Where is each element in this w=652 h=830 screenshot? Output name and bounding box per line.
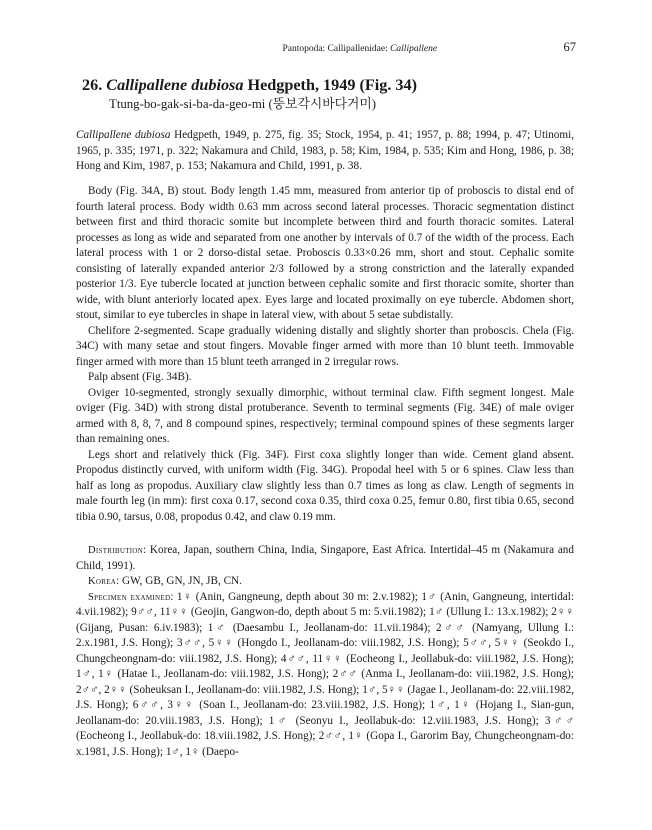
korea-label: Korea	[88, 576, 117, 587]
synonymy-references: Hedgpeth, 1949, p. 275, fig. 35; Stock, 1954, p. 41; 1957, p. 88; 1994, p. 47; Utinomi, 1965, p. 335; 1971, p. 322; Nakamura and Child, 1983, p. 58; Kim, 1984, p. 535; Kim and Hong, 1986, p. 38; Hong and Kim, 1987, p. 153; Nakamura and Child, 1991, p. 38.	[76, 129, 574, 172]
page-number: 67	[563, 40, 576, 54]
distribution-section	[76, 543, 574, 760]
species-number: 26.	[82, 76, 103, 94]
vernacular-name: Ttung-bo-gak-si-ba-da-geo-mi (뚱보각시바다거미)	[109, 97, 376, 111]
running-title	[76, 44, 564, 54]
chelifore-paragraph: Chelifore 2-segmented. Scape gradually widening distally and slightly shorter than proboscis. Chela (Fig. 34C) with many setae and stout fingers. Movable finger armed with more than 10 blunt teeth. Immovable finger armed with more than 15 blunt teeth arranged in 2 irregular rows.	[76, 324, 574, 368]
running-header	[76, 40, 576, 55]
palp-paragraph: Palp absent (Fig. 34B).	[88, 371, 192, 383]
oviger-paragraph: Oviger 10-segmented, strongly sexually dimorphic, without terminal claw. Fifth segment longest. Male oviger (Fig. 34D) with strong distal protuberance. Seventh to terminal segments (Fig. 34E) of male oviger armed with 8, 8, 7, and 8 compound spines, respectively; terminal compound spines of these segments larger than remaining ones.	[76, 386, 574, 445]
synonymy-species-name: Callipallene dubiosa	[76, 129, 171, 141]
distribution-label: Distribution	[88, 545, 144, 556]
distribution-text: : Korea, Japan, southern China, India, Singapore, East Africa. Intertidal–45 m (Nakamura and Child, 1991).	[76, 544, 574, 572]
species-title	[82, 75, 572, 95]
specimens-label: Specimen examined	[88, 591, 171, 603]
korea-paragraph	[76, 574, 574, 590]
running-title-genus: Callipallene	[390, 44, 438, 54]
distribution-paragraph	[76, 543, 574, 574]
synonymy-paragraph	[76, 128, 574, 175]
specimens-text: : 1♀ (Anin, Gangneung, depth about 30 m: 2.v.1982); 1♂ (Anin, Gangneung, intertidal: 4.vii.1982); 9♂♂, 11♀♀ (Geojin, Gangwon-do, depth about 5 m: 5.vii.1982); 1♂ (Ullung I.: 13.x.1982); 2♀♀ (Gijang, Pusan: 6.iv.1983); 1♂ (Daesambu I., Jeollanam-do: 11.vii.1984); 2♂♂ (Namyang, Ullung I.: 2.x.1981, J.S. Hong); 3♂♂, 5♀♀ (Hongdo I., Jeollanam-do: viii.1982, J.S. Hong); 5♂♂, 5♀♀ (Seokdo I., Chungcheongnam-do: viii.1982, J.S. Hong); 4♂♂, 11♀♀ (Eocheong I., Jeollabuk-do: viii.1982, J.S. Hong); 1♂, 1♀ (Hatae I., Jeollanam-do: viii.1982, J.S. Hong); 2♂♂ (Anma I., Jeollanam-do: viii.1982, J.S. Hong); 2♂♂, 2♀♀ (Soheuksan I., Jeollanam-do: viii.1982, J.S. Hong); 1♂, 5♀♀ (Jagae I., Jeollanam-do: 22.viii.1982, J.S. Hong); 6♂♂, 3♀♀ (Soan I., Jeollanam-do: 23.viii.1982, J.S. Hong); 1♂, 1♀ (Hojang I., Sian-gun, Jeollanam-do: 20.viii.1983, J.S. Hong); 1♂ (Seonyu I., Jeollabuk-do: 12.viii.1983, J.S. Hong); 3♂♂ (Eocheong I., Jeollabuk-do: 18.viii.1982, J.S. Hong); 2♂♂, 1♀ (Gopa I., Garorim Bay, Chungcheongnam-do: x.1981, J.S. Hong); 1♂, 1♀ (Daepo-	[76, 590, 574, 758]
running-title-text: Pantopoda: Callipallenidae:	[282, 44, 391, 54]
korea-text: : GW, GB, GN, JN, JB, CN.	[116, 575, 242, 587]
legs-paragraph: Legs short and relatively thick (Fig. 34F). First coxa slightly longer than wide. Cement gland absent. Propodus distinctly curved, with uniform width (Fig. 34G). Propodal heel with 5 or 6 spines. Claw less than half as long as propodus. Auxiliary claw slightly less than 0.7 times as long as claw. Length of segments in male fourth leg (in mm): first coxa 0.17, second coxa 0.35, third coxa 0.25, femur 0.80, first tibia 0.65, second tibia 0.90, tarsus, 0.08, propodus 0.42, and claw 0.19 mm.	[76, 448, 574, 523]
species-name: Callipallene dubiosa	[106, 76, 244, 94]
species-heading	[82, 75, 572, 113]
specimens-paragraph	[76, 590, 574, 761]
species-authority: Hedgpeth, 1949 (Fig. 34)	[243, 76, 418, 94]
body-paragraph: Body (Fig. 34A, B) stout. Body length 1.45 mm, measured from anterior tip of proboscis to distal end of fourth lateral process. Body width 0.63 mm across second lateral processes. Thoracic segmentation distinct between first and third thoracic somite but incomplete between third and fourth thoracic somites. Lateral processes as long as wide and separated from one another by intervals of 0.7 of the width of the process. Each lateral process with 1 or 2 dorso-distal setae. Proboscis 0.33×0.26 mm, short and stout. Cephalic somite consisting of laterally expanded anterior 2/3 followed by a strong constriction and the laterally expanded posterior 1/3. Eye tubercle located at junction between cephalic somite and first thoracic somite, shorter than wide, with blunt anteriorly located apex. Eyes large and located proximally on eye tubercle. Abdomen short, stout, similar to eye tubercles in shape in lateral view, with about 5 setae subdistally.	[76, 185, 574, 321]
description-section	[76, 184, 574, 525]
